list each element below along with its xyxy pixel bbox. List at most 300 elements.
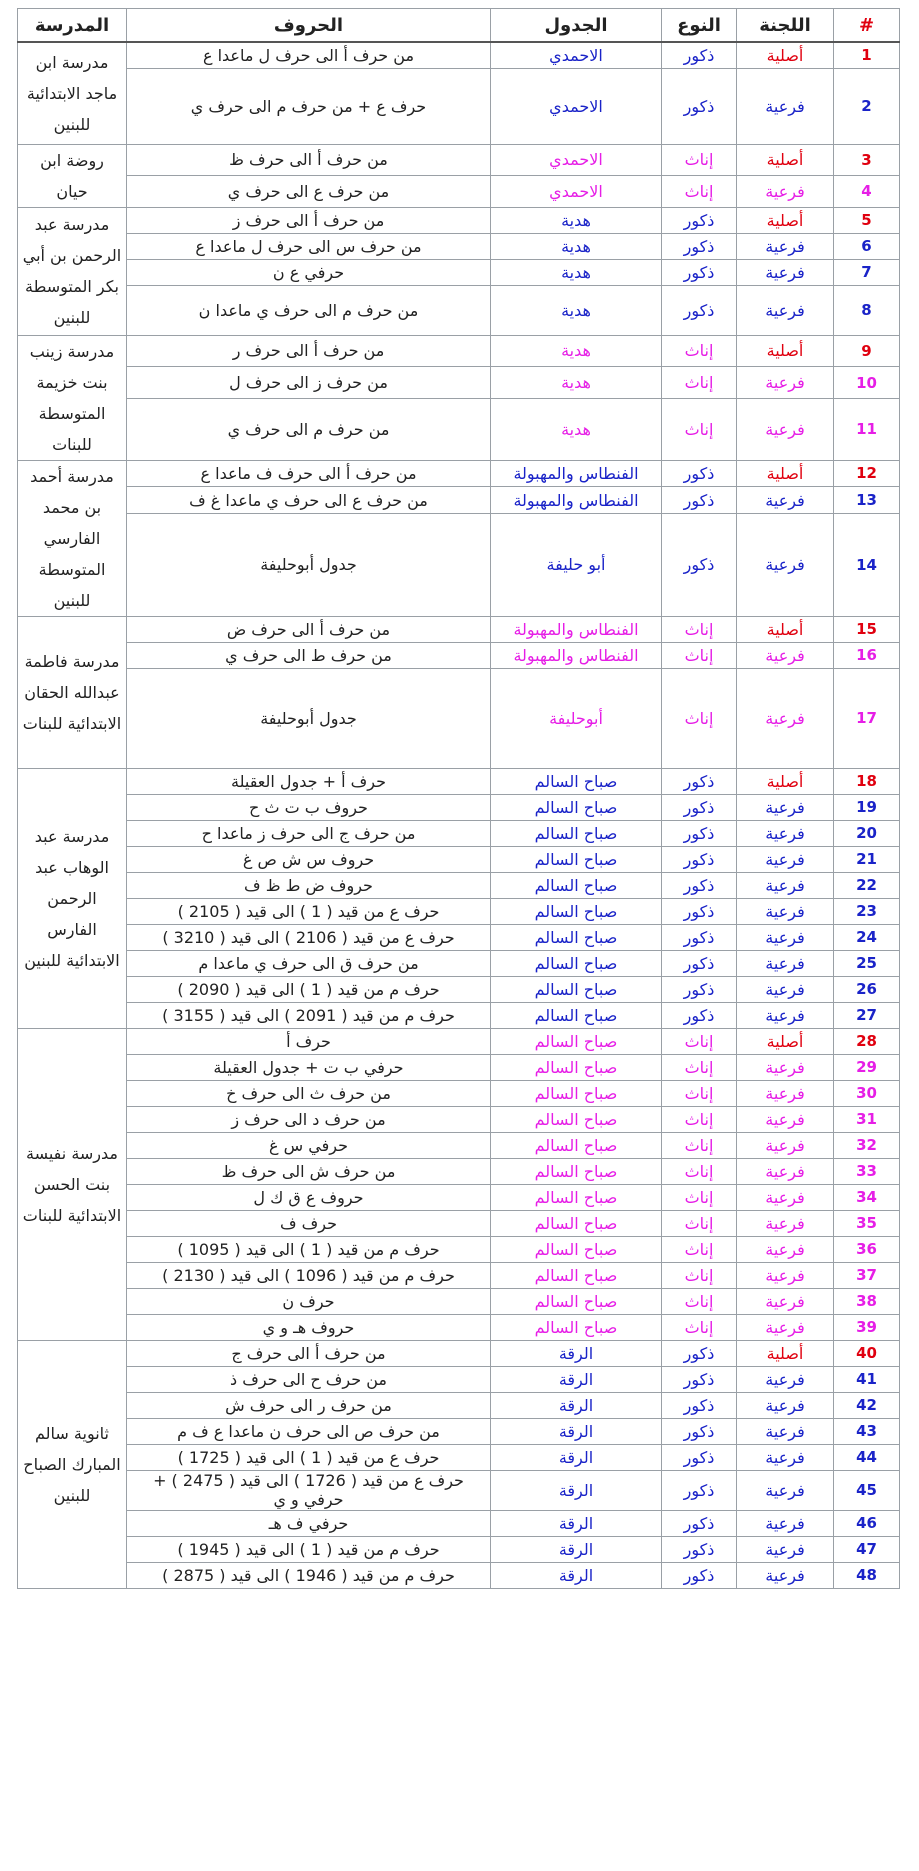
table-row (18, 1510, 900, 1536)
table-row (18, 1288, 900, 1314)
committee-cell: فرعية (737, 1562, 834, 1588)
table-name-cell: صباح السالم (491, 872, 662, 898)
letters-cell: حروف ب ت ث ح (127, 794, 491, 820)
table-name-cell: هدية (491, 207, 662, 233)
letters-cell: حرف ف (127, 1210, 491, 1236)
gender-cell: ذكور (662, 1366, 737, 1392)
gender-cell: إناث (662, 1288, 737, 1314)
letters-cell: من حرف ث الى حرف خ (127, 1080, 491, 1106)
letters-cell: من حرف ط الى حرف ي (127, 642, 491, 668)
letters-cell: حرف م من قيد ( 1946 ) الى قيد ( 2875 ) (127, 1562, 491, 1588)
committee-cell: فرعية (737, 1510, 834, 1536)
table-row (18, 872, 900, 898)
committee-cell: فرعية (737, 259, 834, 285)
table-row (18, 399, 900, 460)
table-name-cell: هدية (491, 259, 662, 285)
header-committee: اللجنة (737, 9, 834, 43)
gender-cell: إناث (662, 642, 737, 668)
table-row (18, 285, 900, 335)
row-number: 44 (834, 1444, 900, 1470)
row-number: 9 (834, 335, 900, 367)
table-name-cell: صباح السالم (491, 898, 662, 924)
gender-cell: ذكور (662, 976, 737, 1002)
header-letters: الحروف (127, 9, 491, 43)
table-name-cell: صباح السالم (491, 1288, 662, 1314)
row-number: 17 (834, 668, 900, 768)
gender-cell: ذكور (662, 924, 737, 950)
table-row (18, 233, 900, 259)
header-school: المدرسة (18, 9, 127, 43)
row-number: 38 (834, 1288, 900, 1314)
row-number: 41 (834, 1366, 900, 1392)
committee-cell: فرعية (737, 1470, 834, 1510)
committee-cell: فرعية (737, 668, 834, 768)
table-name-cell: الاحمدي (491, 176, 662, 208)
committee-cell: فرعية (737, 399, 834, 460)
committee-cell: فرعية (737, 976, 834, 1002)
table-row (18, 1562, 900, 1588)
school-cell: مدرسة ابن ماجد الابتدائية للبنين (18, 42, 127, 144)
committee-cell: فرعية (737, 1418, 834, 1444)
row-number: 46 (834, 1510, 900, 1536)
table-row (18, 642, 900, 668)
school-cell: مدرسة عبد الوهاب عبد الرحمن الفارس الابتدائية للبنين (18, 768, 127, 1028)
letters-cell: من حرف أ الى حرف ض (127, 616, 491, 642)
letters-cell: حرفي ع ن (127, 259, 491, 285)
committee-cell: فرعية (737, 794, 834, 820)
row-number: 20 (834, 820, 900, 846)
letters-cell: من حرف ص الى حرف ن ماعدا ع ف م (127, 1418, 491, 1444)
row-number: 36 (834, 1236, 900, 1262)
school-cell: مدرسة زينب بنت خزيمة المتوسطة للبنات (18, 335, 127, 460)
table-row (18, 335, 900, 367)
table-row (18, 176, 900, 208)
gender-cell: ذكور (662, 846, 737, 872)
row-number: 1 (834, 42, 900, 68)
gender-cell: إناث (662, 1262, 737, 1288)
gender-cell: ذكور (662, 42, 737, 68)
gender-cell: إناث (662, 144, 737, 176)
letters-cell: من حرف أ الى حرف ل ماعدا ع (127, 42, 491, 68)
table-row (18, 820, 900, 846)
table-name-cell: صباح السالم (491, 1002, 662, 1028)
row-number: 15 (834, 616, 900, 642)
school-cell: روضة ابن حيان (18, 144, 127, 207)
row-number: 32 (834, 1132, 900, 1158)
letters-cell: من حرف ج الى حرف ز ماعدا ح (127, 820, 491, 846)
table-name-cell: الرقة (491, 1510, 662, 1536)
row-number: 26 (834, 976, 900, 1002)
letters-cell: حرف م من قيد ( 1 ) الى قيد ( 1095 ) (127, 1236, 491, 1262)
table-row (18, 1158, 900, 1184)
committee-cell: فرعية (737, 1392, 834, 1418)
letters-cell: حرف ع + من حرف م الى حرف ي (127, 68, 491, 144)
gender-cell: ذكور (662, 259, 737, 285)
committee-cell: فرعية (737, 233, 834, 259)
table-name-cell: صباح السالم (491, 846, 662, 872)
row-number: 43 (834, 1418, 900, 1444)
letters-cell: حروف هـ و ي (127, 1314, 491, 1340)
committee-cell: فرعية (737, 1366, 834, 1392)
row-number: 11 (834, 399, 900, 460)
table-name-cell: صباح السالم (491, 794, 662, 820)
gender-cell: إناث (662, 176, 737, 208)
letters-cell: حرفي ف هـ (127, 1510, 491, 1536)
table-row (18, 1106, 900, 1132)
gender-cell: ذكور (662, 1510, 737, 1536)
row-number: 18 (834, 768, 900, 794)
table-name-cell: الاحمدي (491, 68, 662, 144)
gender-cell: إناث (662, 1236, 737, 1262)
table-name-cell: صباح السالم (491, 1262, 662, 1288)
header-num: # (834, 9, 900, 43)
gender-cell: ذكور (662, 513, 737, 616)
row-number: 3 (834, 144, 900, 176)
gender-cell: ذكور (662, 1002, 737, 1028)
table-row (18, 1184, 900, 1210)
table-name-cell: صباح السالم (491, 1158, 662, 1184)
table-name-cell: هدية (491, 335, 662, 367)
table-name-cell: الفنطاس والمهبولة (491, 642, 662, 668)
row-number: 42 (834, 1392, 900, 1418)
gender-cell: ذكور (662, 794, 737, 820)
letters-cell: من حرف د الى حرف ز (127, 1106, 491, 1132)
committee-cell: فرعية (737, 176, 834, 208)
committee-cell: أصلية (737, 460, 834, 487)
table-row (18, 1418, 900, 1444)
gender-cell: إناث (662, 1314, 737, 1340)
gender-cell: إناث (662, 1132, 737, 1158)
gender-cell: إناث (662, 1184, 737, 1210)
row-number: 22 (834, 872, 900, 898)
row-number: 13 (834, 487, 900, 514)
table-row (18, 898, 900, 924)
letters-cell: حرف م من قيد ( 1 ) الى قيد ( 2090 ) (127, 976, 491, 1002)
gender-cell: ذكور (662, 1340, 737, 1366)
committee-cell: فرعية (737, 820, 834, 846)
table-row (18, 846, 900, 872)
letters-cell: من حرف ش الى حرف ظ (127, 1158, 491, 1184)
letters-cell: من حرف أ الى حرف ج (127, 1340, 491, 1366)
table-name-cell: الرقة (491, 1562, 662, 1588)
gender-cell: ذكور (662, 233, 737, 259)
letters-cell: حرف أ + جدول العقيلة (127, 768, 491, 794)
letters-cell: من حرف ع الى حرف ي ماعدا غ ف (127, 487, 491, 514)
table-row (18, 794, 900, 820)
table-row (18, 1054, 900, 1080)
gender-cell: ذكور (662, 768, 737, 794)
table-name-cell: الرقة (491, 1470, 662, 1510)
committee-cell: أصلية (737, 616, 834, 642)
row-number: 12 (834, 460, 900, 487)
row-number: 45 (834, 1470, 900, 1510)
table-row (18, 668, 900, 768)
gender-cell: ذكور (662, 898, 737, 924)
committee-cell: فرعية (737, 1314, 834, 1340)
committee-cell: فرعية (737, 1236, 834, 1262)
committee-cell: فرعية (737, 846, 834, 872)
committee-cell: أصلية (737, 207, 834, 233)
table-name-cell: صباح السالم (491, 1054, 662, 1080)
letters-cell: حرف ن (127, 1288, 491, 1314)
committee-cell: فرعية (737, 1158, 834, 1184)
committee-cell: أصلية (737, 1340, 834, 1366)
row-number: 33 (834, 1158, 900, 1184)
row-number: 35 (834, 1210, 900, 1236)
table-row (18, 259, 900, 285)
letters-cell: حرف ع من قيد ( 1 ) الى قيد ( 2105 ) (127, 898, 491, 924)
committee-cell: أصلية (737, 42, 834, 68)
table-row (18, 1236, 900, 1262)
gender-cell: ذكور (662, 950, 737, 976)
committee-cell: فرعية (737, 1080, 834, 1106)
gender-cell: إناث (662, 1028, 737, 1054)
letters-cell: من حرف ح الى حرف ذ (127, 1366, 491, 1392)
table-row (18, 1262, 900, 1288)
table-name-cell: صباح السالم (491, 1080, 662, 1106)
row-number: 37 (834, 1262, 900, 1288)
table-row (18, 1444, 900, 1470)
gender-cell: ذكور (662, 285, 737, 335)
letters-cell: من حرف ز الى حرف ل (127, 367, 491, 399)
committee-cell: فرعية (737, 1184, 834, 1210)
table-row (18, 1210, 900, 1236)
gender-cell: ذكور (662, 1418, 737, 1444)
letters-cell: حروف ع ق ك ل (127, 1184, 491, 1210)
gender-cell: ذكور (662, 1444, 737, 1470)
gender-cell: ذكور (662, 1470, 737, 1510)
gender-cell: إناث (662, 1106, 737, 1132)
row-number: 14 (834, 513, 900, 616)
table-name-cell: صباح السالم (491, 1184, 662, 1210)
gender-cell: إناث (662, 616, 737, 642)
row-number: 4 (834, 176, 900, 208)
table-name-cell: الفنطاس والمهبولة (491, 487, 662, 514)
gender-cell: إناث (662, 1054, 737, 1080)
table-name-cell: أبوحليفة (491, 668, 662, 768)
table-row (18, 924, 900, 950)
gender-cell: إناث (662, 668, 737, 768)
table-name-cell: صباح السالم (491, 1314, 662, 1340)
table-name-cell: صباح السالم (491, 1236, 662, 1262)
letters-cell: من حرف ع الى حرف ي (127, 176, 491, 208)
table-row (18, 1132, 900, 1158)
row-number: 31 (834, 1106, 900, 1132)
row-number: 24 (834, 924, 900, 950)
table-name-cell: الرقة (491, 1392, 662, 1418)
table-name-cell: صباح السالم (491, 1028, 662, 1054)
gender-cell: ذكور (662, 1392, 737, 1418)
letters-cell: جدول أبوحليفة (127, 513, 491, 616)
gender-cell: إناث (662, 399, 737, 460)
table-name-cell: الرقة (491, 1536, 662, 1562)
school-cell: مدرسة فاطمة عبدالله الحقان الابتدائية للبنات (18, 616, 127, 768)
letters-cell: حرف أ (127, 1028, 491, 1054)
table-name-cell: أبو حليفة (491, 513, 662, 616)
row-number: 7 (834, 259, 900, 285)
letters-cell: من حرف أ الى حرف ر (127, 335, 491, 367)
table-row (18, 1314, 900, 1340)
table-name-cell: صباح السالم (491, 768, 662, 794)
committee-cell: فرعية (737, 872, 834, 898)
row-number: 10 (834, 367, 900, 399)
committee-cell: فرعية (737, 1288, 834, 1314)
table-row (18, 1366, 900, 1392)
row-number: 30 (834, 1080, 900, 1106)
school-cell: مدرسة نفيسة بنت الحسن الابتدائية للبنات (18, 1028, 127, 1340)
gender-cell: إناث (662, 1210, 737, 1236)
table-row (18, 1392, 900, 1418)
row-number: 40 (834, 1340, 900, 1366)
table-row (18, 1536, 900, 1562)
row-number: 2 (834, 68, 900, 144)
committee-cell: فرعية (737, 898, 834, 924)
committee-cell: فرعية (737, 1262, 834, 1288)
committee-cell: أصلية (737, 335, 834, 367)
gender-cell: ذكور (662, 1536, 737, 1562)
row-number: 6 (834, 233, 900, 259)
committee-cell: أصلية (737, 144, 834, 176)
table-row (18, 513, 900, 616)
row-number: 34 (834, 1184, 900, 1210)
committee-cell: فرعية (737, 1536, 834, 1562)
committee-cell: فرعية (737, 924, 834, 950)
row-number: 25 (834, 950, 900, 976)
gender-cell: إناث (662, 1158, 737, 1184)
row-number: 47 (834, 1536, 900, 1562)
committee-cell: فرعية (737, 1106, 834, 1132)
row-number: 8 (834, 285, 900, 335)
letters-cell: من حرف ق الى حرف ي ماعدا م (127, 950, 491, 976)
letters-cell: من حرف أ الى حرف ظ (127, 144, 491, 176)
letters-cell: حرف م من قيد ( 1096 ) الى قيد ( 2130 ) (127, 1262, 491, 1288)
letters-cell: من حرف م الى حرف ي ماعدا ن (127, 285, 491, 335)
table-name-cell: الاحمدي (491, 42, 662, 68)
row-number: 29 (834, 1054, 900, 1080)
table-name-cell: صباح السالم (491, 1210, 662, 1236)
header-row (18, 9, 900, 43)
table-row (18, 768, 900, 794)
committee-cell: فرعية (737, 487, 834, 514)
table-row (18, 460, 900, 487)
committee-cell: فرعية (737, 950, 834, 976)
committee-cell: فرعية (737, 1002, 834, 1028)
table-name-cell: هدية (491, 233, 662, 259)
row-number: 48 (834, 1562, 900, 1588)
committee-cell: فرعية (737, 1054, 834, 1080)
letters-cell: حرف ع من قيد ( 2106 ) الى قيد ( 3210 ) (127, 924, 491, 950)
committee-cell: فرعية (737, 513, 834, 616)
row-number: 28 (834, 1028, 900, 1054)
table-row (18, 1002, 900, 1028)
letters-cell: حروف س ش ص غ (127, 846, 491, 872)
table-name-cell: صباح السالم (491, 820, 662, 846)
letters-cell: حرف م من قيد ( 2091 ) الى قيد ( 3155 ) (127, 1002, 491, 1028)
table-name-cell: صباح السالم (491, 924, 662, 950)
table-row (18, 976, 900, 1002)
table-name-cell: هدية (491, 367, 662, 399)
letters-cell: حرف م من قيد ( 1 ) الى قيد ( 1945 ) (127, 1536, 491, 1562)
letters-cell: من حرف ر الى حرف ش (127, 1392, 491, 1418)
gender-cell: إناث (662, 1080, 737, 1106)
table-name-cell: هدية (491, 285, 662, 335)
table-name-cell: الرقة (491, 1340, 662, 1366)
row-number: 27 (834, 1002, 900, 1028)
letters-cell: من حرف س الى حرف ل ماعدا ع (127, 233, 491, 259)
school-cell: مدرسة عبد الرحمن بن أبي بكر المتوسطة للبنين (18, 207, 127, 335)
row-number: 16 (834, 642, 900, 668)
row-number: 39 (834, 1314, 900, 1340)
gender-cell: ذكور (662, 68, 737, 144)
table-row (18, 1470, 900, 1510)
table-row (18, 42, 900, 68)
gender-cell: ذكور (662, 207, 737, 233)
row-number: 23 (834, 898, 900, 924)
gender-cell: ذكور (662, 820, 737, 846)
header-gender: النوع (662, 9, 737, 43)
letters-cell: حرف ع من قيد ( 1726 ) الى قيد ( 2475 ) + حرفي و ي (127, 1470, 491, 1510)
table-name-cell: الرقة (491, 1366, 662, 1392)
committee-cell: أصلية (737, 1028, 834, 1054)
row-number: 21 (834, 846, 900, 872)
table-row (18, 1080, 900, 1106)
letters-cell: حرفي ب ت + جدول العقيلة (127, 1054, 491, 1080)
committee-cell: فرعية (737, 285, 834, 335)
committee-cell: فرعية (737, 1444, 834, 1470)
table-row (18, 207, 900, 233)
gender-cell: ذكور (662, 872, 737, 898)
table-name-cell: صباح السالم (491, 950, 662, 976)
table-row (18, 616, 900, 642)
table-name-cell: صباح السالم (491, 976, 662, 1002)
committee-cell: فرعية (737, 1132, 834, 1158)
row-number: 5 (834, 207, 900, 233)
letters-cell: من حرف م الى حرف ي (127, 399, 491, 460)
header-table: الجدول (491, 9, 662, 43)
committee-cell: فرعية (737, 367, 834, 399)
committee-cell: فرعية (737, 68, 834, 144)
gender-cell: ذكور (662, 487, 737, 514)
table-name-cell: الرقة (491, 1418, 662, 1444)
school-cell: مدرسة أحمد بن محمد الفارسي المتوسطة للبنين (18, 460, 127, 616)
letters-cell: حروف ض ط ظ ف (127, 872, 491, 898)
committee-cell: فرعية (737, 642, 834, 668)
table-row (18, 950, 900, 976)
letters-cell: من حرف أ الى حرف ف ماعدا ع (127, 460, 491, 487)
gender-cell: إناث (662, 367, 737, 399)
committee-cell: فرعية (737, 1210, 834, 1236)
table-row (18, 1028, 900, 1054)
letters-cell: حرفي س غ (127, 1132, 491, 1158)
table-row (18, 1340, 900, 1366)
school-cell: ثانوية سالم المبارك الصباح للبنين (18, 1340, 127, 1588)
committees-table (17, 8, 900, 1589)
gender-cell: ذكور (662, 460, 737, 487)
table-row (18, 68, 900, 144)
table-name-cell: صباح السالم (491, 1106, 662, 1132)
committee-cell: أصلية (737, 768, 834, 794)
row-number: 19 (834, 794, 900, 820)
gender-cell: إناث (662, 335, 737, 367)
table-name-cell: الفنطاس والمهبولة (491, 616, 662, 642)
table-name-cell: الرقة (491, 1444, 662, 1470)
table-name-cell: صباح السالم (491, 1132, 662, 1158)
letters-cell: جدول أبوحليفة (127, 668, 491, 768)
table-name-cell: الاحمدي (491, 144, 662, 176)
table-row (18, 367, 900, 399)
table-row (18, 487, 900, 514)
table-name-cell: هدية (491, 399, 662, 460)
